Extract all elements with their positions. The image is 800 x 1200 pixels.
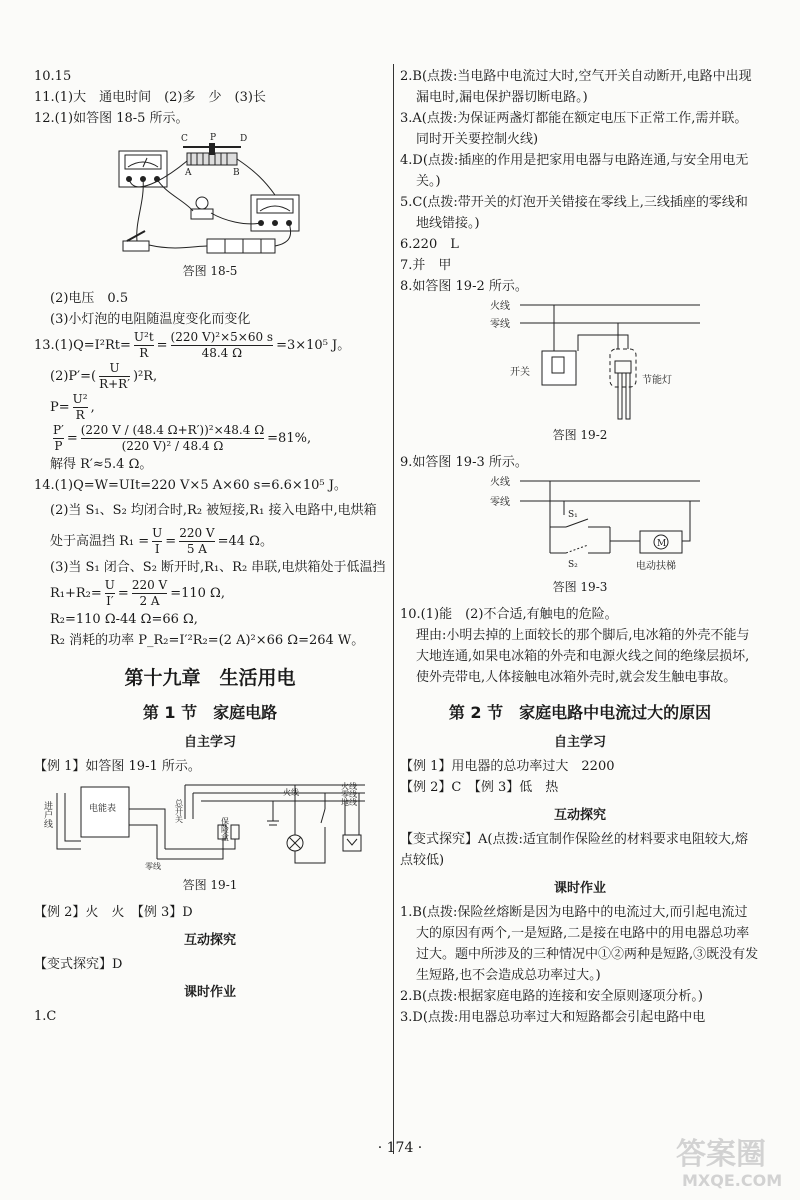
subheading-self-study: 自主学习	[553, 735, 606, 750]
battery-icon	[207, 239, 275, 253]
example-2-3: 【例 2】C 【例 3】低 热	[400, 780, 559, 795]
label-p: P	[210, 133, 217, 143]
homework-2: 2.B(点拨:根据家庭电路的连接和安全原则逐项分析。)	[400, 989, 703, 1004]
example-2-3: 【例 2】火 火 【例 3】D	[34, 905, 193, 920]
answer-14-6: R₂ 消耗的功率 P_R₂=I′²R₂=(2 A)²×66 Ω=264 W。	[50, 633, 365, 648]
circuit-lines	[520, 481, 700, 553]
answer-14-2: (2)当 S₁、S₂ 均闭合时,R₂ 被短接,R₁ 接入电路中,电烘箱处于高温挡 R₁ = $\frac{U}{I}$ = $\frac{220 V}{5 A}$ =44 Ω。	[50, 503, 377, 556]
subheading-homework: 课时作业	[183, 985, 236, 1000]
figure-19-3-circuit	[450, 475, 710, 575]
answer-14-3: (3)当 S₁ 闭合、S₂ 断开时,R₁、R₂ 串联,电烘箱处于低温挡	[50, 560, 386, 575]
answer-13-result: 解得 R′≈5.4 Ω。	[50, 457, 153, 472]
subheading-interactive: 互动探究	[183, 933, 236, 948]
switch-icon	[123, 231, 149, 251]
watermark-text: 答案圈	[676, 1137, 766, 1172]
figure-19-2-circuit	[450, 299, 710, 423]
homework-1: 1.B(点拨:保险丝熔断是因为电路中的电流过大,而引起电流过大的原因有两个,一是短路,二是接在电路中的用电器总功率过大。题中所涉及的三种情况中①②两种是短路,③既没有发生短路,也不会造成总功率过大。)	[400, 905, 759, 983]
answer-r8: 8.如答图 19-2 所示。	[400, 279, 528, 294]
label-d: D	[240, 134, 248, 144]
answer-14-1: 14.(1)Q=W=UIt=220 V×5 A×60 s=6.6×10⁵ J。	[34, 478, 347, 493]
label-neutral-right: 零线	[341, 790, 357, 799]
section-1-title: 第 1 节 家庭电路	[142, 703, 278, 722]
answer-14-5: R₂=110 Ω-44 Ω=66 Ω,	[50, 612, 198, 627]
section-2-title: 第 2 节 家庭电路中电流过大的原因	[448, 703, 712, 722]
answer-r10: 10.(1)能 (2)不合适,有触电的危险。	[400, 607, 618, 622]
label-main-switch: 总开关	[174, 799, 184, 823]
label-live-right: 火线	[341, 782, 357, 791]
label-neutral: 零线	[145, 862, 161, 871]
label-entry-line: 进户线	[42, 801, 52, 828]
figure-19-1-circuit	[42, 779, 375, 873]
figure-19-1-caption: 答图 19-1	[182, 878, 238, 892]
label-lamp: 节能灯	[642, 375, 672, 386]
watermark-logo	[672, 1126, 790, 1192]
label-b: B	[233, 168, 240, 178]
rheostat-icon	[181, 133, 247, 178]
answer-r5: 5.C(点拨:带开关的灯泡开关错接在零线上,三线插座的零线和地线错接。)	[400, 195, 748, 231]
label-s2: S₂	[568, 560, 578, 570]
figure-18-5-caption: 答图 18-5	[182, 264, 238, 278]
example-1: 【例 1】用电器的总功率过大 2200	[400, 759, 615, 774]
answer-r3: 3.A(点拨:为保证两盏灯都能在额定电压下正常工作,需并联。同时开关要控制火线)	[400, 111, 748, 147]
label-live: 火线	[490, 477, 510, 488]
answer-13-4: $\frac{P'}{P}$ = $\frac{\text{(220 V / (48.4 Ω+R′))²×48.4 Ω}}{\text{(220 V)² / 48.4 Ω}}$ =81%,	[53, 423, 312, 453]
page-number: · 174 ·	[377, 1140, 423, 1156]
answer-r10-reason: 理由:小明去掉的上面较长的那个脚后,电冰箱的外壳不能与大地连通,如果电冰箱的外壳和电源火线之间的绝缘层损坏,使外壳带电,人体接触电冰箱外壳时,就会发生触电事故。	[416, 628, 750, 685]
figure-19-3-caption: 答图 19-3	[552, 580, 608, 594]
answer-r6: 6.220 L	[400, 237, 459, 252]
answer-11: 11.(1)大 通电时间 (2)多 少 (3)长	[34, 90, 266, 105]
right-column	[400, 66, 760, 1028]
answer-13-1: 13.(1)Q=I²Rt= $\frac{\text{U²t}}{R}$ = $\frac{\text{(220 V)²×5×60 s}}{48.4 \Omega}$ =3×10⁵ J。	[34, 330, 351, 360]
variant-exploration: 【变式探究】A(点拨:适宜制作保险丝的材料要求电阻较大,熔点较低)	[400, 832, 748, 868]
variant-exploration: 【变式探究】D	[34, 957, 123, 972]
figure-19-2-caption: 答图 19-2	[552, 428, 608, 442]
label-live: 火线	[283, 788, 299, 797]
chapter-title: 第十九章 生活用电	[124, 667, 296, 689]
left-column	[34, 66, 386, 1027]
label-ground: 地线	[341, 798, 357, 807]
ammeter-icon	[251, 195, 299, 231]
homework-1: 1.C	[34, 1009, 57, 1024]
answer-r2: 2.B(点拨:当电路中电流过大时,空气开关自动断开,电路中出现漏电时,漏电保护器切断电路。)	[400, 69, 752, 105]
homework-3: 3.D(点拨:用电器总功率过大和短路都会引起电路中电	[400, 1010, 706, 1025]
answer-r7: 7.并 甲	[400, 258, 452, 273]
label-a: A	[185, 168, 192, 178]
watermark-url: MXQE.COM	[682, 1171, 783, 1190]
example-1: 【例 1】如答图 19-1 所示。	[34, 759, 201, 774]
answer-12-1: 12.(1)如答图 18-5 所示。	[34, 111, 189, 126]
label-live: 火线	[490, 301, 510, 312]
label-meter: 电能表	[89, 804, 117, 814]
answer-13-2: (2)P′=( $\frac{U}{R+R'}$ )²R,	[50, 361, 158, 391]
subheading-interactive: 互动探究	[553, 808, 606, 823]
label-s1: S₁	[568, 510, 578, 520]
answer-13-3: P= $\frac{\text{U²}}{R}$ ,	[50, 392, 95, 422]
answer-r9: 9.如答图 19-3 所示。	[400, 455, 528, 470]
answer-14-4: R₁+R₂= $\frac{U}{I'}$ = $\frac{220 V}{2 A}$ =110 Ω,	[50, 578, 225, 608]
label-fuse-box: 保险盒	[220, 817, 230, 841]
subheading-homework: 课时作业	[553, 881, 606, 896]
circuit-lines	[520, 305, 700, 419]
answer-10: 10.15	[34, 69, 72, 84]
label-neutral: 零线	[490, 497, 510, 508]
column-divider	[393, 64, 394, 1154]
lamp-icon	[191, 197, 213, 219]
figure-18-5-circuit	[115, 131, 305, 259]
answer-12-3: (3)小灯泡的电阻随温度变化而变化	[50, 312, 251, 327]
answer-r4: 4.D(点拨:插座的作用是把家用电器与电路连通,与安全用电无关。)	[400, 153, 749, 189]
label-neutral: 零线	[490, 319, 510, 330]
label-motor: M	[657, 539, 667, 549]
answer-12-2: (2)电压 0.5	[50, 291, 129, 306]
subheading-self-study: 自主学习	[183, 735, 236, 750]
label-escalator: 电动扶梯	[636, 561, 676, 572]
label-switch: 开关	[510, 367, 530, 378]
label-c: C	[181, 134, 188, 144]
